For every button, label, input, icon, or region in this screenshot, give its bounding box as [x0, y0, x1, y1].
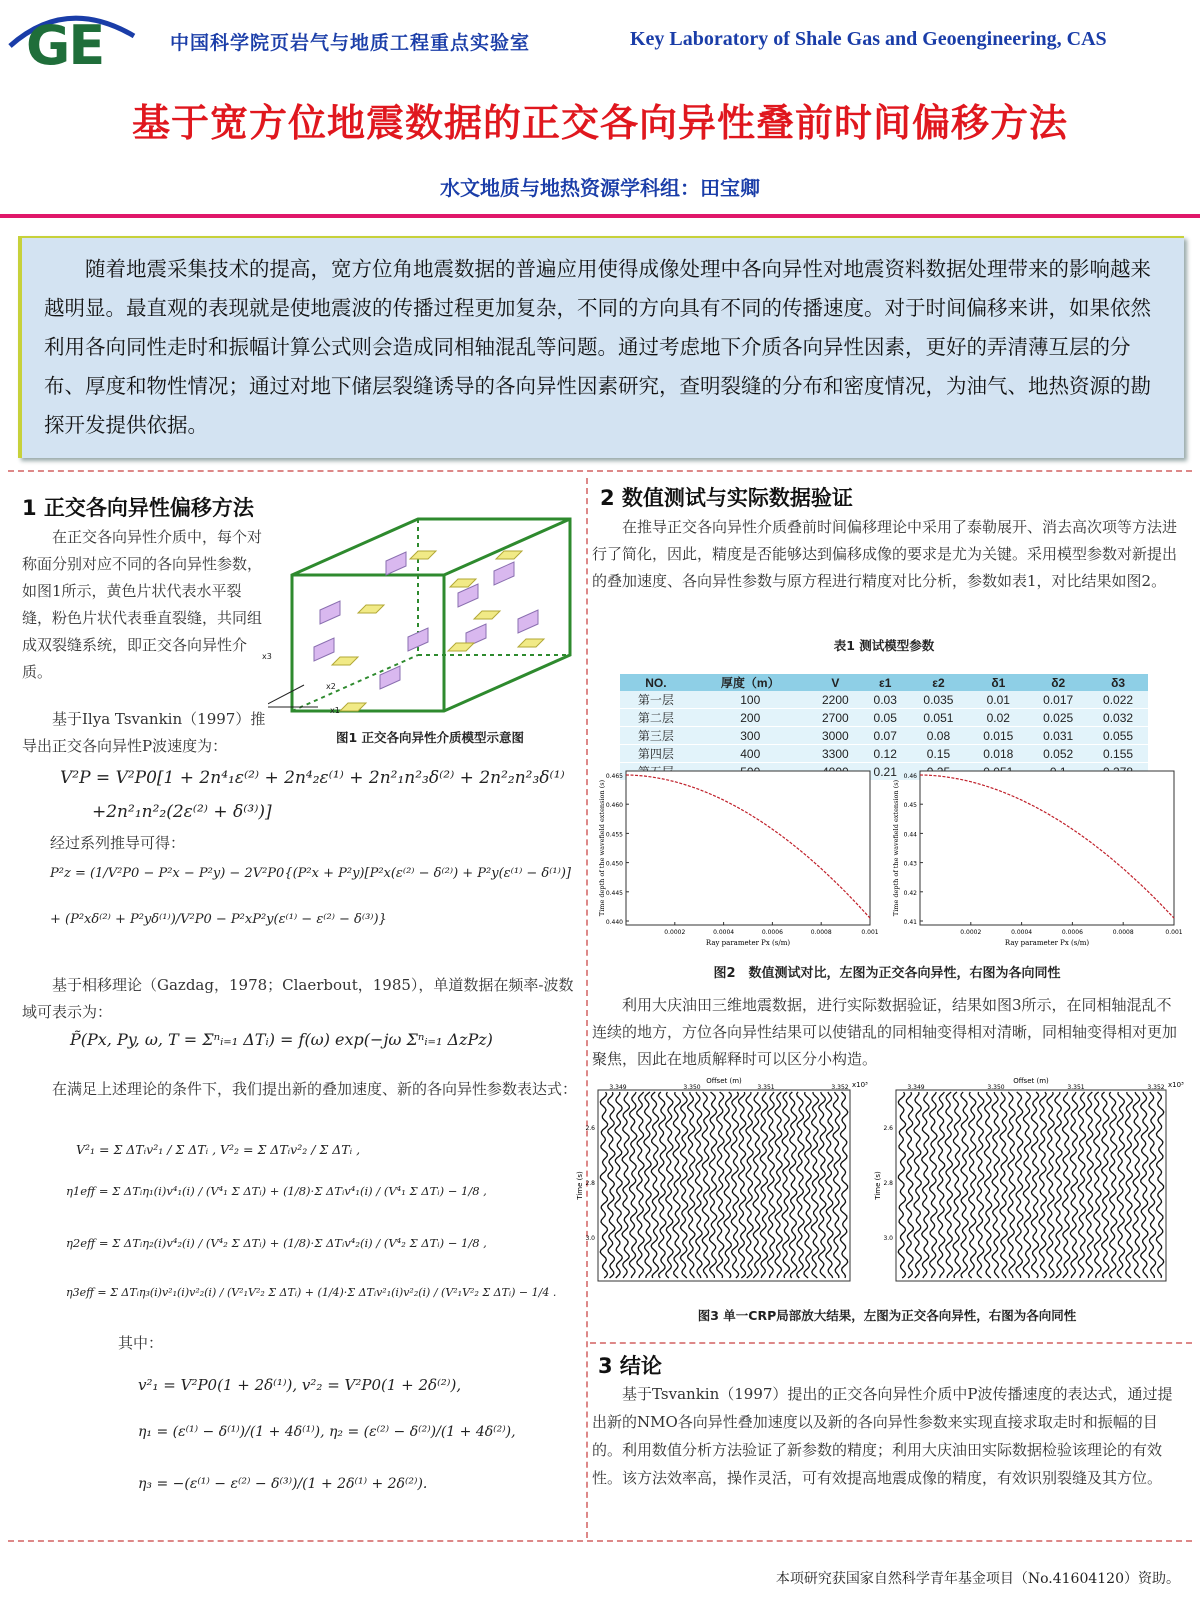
section1-para3: 基于相移理论（Gazdag，1978；Claerbout，1985），单道数据在频率-波数域可表示为：: [22, 976, 574, 1021]
time-tick: 2.8: [883, 1180, 893, 1187]
section2-heading: 2 数值测试与实际数据验证: [600, 486, 853, 510]
page-title: 基于宽方位地震数据的正交各向异性叠前时间偏移方法: [131, 101, 1068, 145]
x-tick-label: 0.0006: [761, 929, 783, 936]
abstract-text: 随着地震采集技术的提高，宽方位角地震数据的普遍应用使得成像处理中各向异性对地震资料数据处理带来的影响越来越明显。最直观的表现就是使地震波的传播过程更加复杂，不同的方向具有不同的传播速度。对于时间偏移来讲，如果依然利用各向同性走时和振幅计算公式则会造成同相轴混乱等问题。通过考虑地下介质各向异性因素，更好的弄清薄互层的分布、厚度和物性情况；通过对地下储层裂缝诱导的各向异性因素研究，查明裂缝的分布和密度情况，为油气、地热资源的勘探开发提供依据。: [44, 257, 1151, 437]
table-cell: 0.02: [968, 709, 1028, 727]
table-header-cell: δ3: [1088, 674, 1148, 691]
section2-para1: 在推导正交各向异性介质叠前时间偏移理论中采用了泰勒展开、消去高次项等方法进行了简化，因此，精度是否能够达到偏移成像的要求是尤为关键。采用模型参数对新提出的叠加速度、各向异性参数与原方程进行精度对比分析，参数如表1，对比结果如图2。: [592, 518, 1178, 590]
logo: [6, 6, 136, 72]
table-cell: 0.052: [1028, 745, 1088, 763]
table-header-cell: ε1: [862, 674, 909, 691]
table-cell: 2200: [809, 691, 862, 709]
table-row: [620, 727, 1148, 745]
time-tick: 2.6: [883, 1125, 893, 1132]
offset-tick: 3.350: [683, 1084, 701, 1091]
table-cell: 100: [692, 691, 809, 709]
eq-vp-line2: +2n²₁n²₂(2ε⁽²⁾ + δ⁽³⁾)]: [92, 802, 272, 822]
x-axis-label: Ray parameter Px (s/m): [705, 939, 791, 947]
offset-label: Offset (m): [706, 1077, 742, 1085]
axis-label-x1: x1: [330, 706, 340, 715]
where-label: 其中：: [118, 1334, 164, 1352]
table-cell: 0.022: [1088, 691, 1148, 709]
table-cell: 0.018: [968, 745, 1028, 763]
table-cell: 0.07: [862, 727, 909, 745]
x-tick-label: 0.0008: [1112, 929, 1134, 936]
eq-eta1eff: η1eff = Σ ΔTᵢη₁(i)v⁴₁(i) / (V⁴₁ Σ ΔTᵢ) + (1/8)·Σ ΔTᵢv⁴₁(i) / (V⁴₁ Σ ΔTᵢ) − 1/8 ,: [66, 1184, 487, 1198]
x-tick-label: 0.001: [861, 929, 878, 936]
table1-caption: 表1 测试模型参数: [833, 638, 935, 653]
table-cell: 200: [692, 709, 809, 727]
time-label: Time (s): [874, 1171, 882, 1200]
offset-label: Offset (m): [1013, 1077, 1049, 1085]
x-axis-label: Ray parameter Px (s/m): [1004, 939, 1090, 947]
y-tick-label: 0.440: [605, 919, 623, 926]
exponent-label: x10³: [1168, 1081, 1184, 1089]
x-tick-label: 0.0006: [1061, 929, 1083, 936]
y-tick-label: 0.465: [605, 773, 623, 780]
title-divider: [0, 214, 1200, 218]
offset-tick: 3.352: [1147, 1084, 1165, 1091]
y-tick-label: 0.41: [903, 919, 917, 926]
fig3-right-seismic: [874, 1076, 1192, 1286]
table-cell: 0.031: [1028, 727, 1088, 745]
time-label: Time (s): [576, 1171, 584, 1200]
table-header-cell: NO.: [620, 674, 692, 691]
fig3-left-seismic: [576, 1076, 876, 1286]
fig1-caption: 图1 正交各向异性介质模型示意图: [335, 730, 525, 745]
y-tick-label: 0.460: [605, 802, 623, 810]
abstract-box: [18, 236, 1184, 458]
table-header-cell: ε2: [909, 674, 969, 691]
y-tick-label: 0.45: [903, 802, 917, 810]
eq-pz-line1: P²z = (1/V²P0 − P²x − P²y) − 2V²P0{(P²x + P²y)[P²x(ε⁽²⁾ − δ⁽²⁾) + P²y(ε⁽¹⁾ − δ⁽¹⁾)]: [50, 866, 571, 881]
table-cell: 0.03: [862, 691, 909, 709]
footer-funding: 本项研究获国家自然科学青年基金项目（No.41604120）资助。: [775, 1571, 1180, 1587]
fig3-left-svg: [576, 1076, 876, 1286]
table-cell: 0.035: [909, 691, 969, 709]
eq-v1-v2: V²₁ = Σ ΔTᵢv²₁ / Σ ΔTᵢ , V²₂ = Σ ΔTᵢv²₂ / Σ ΔTᵢ ,: [76, 1142, 361, 1157]
author-line: 水文地质与地热资源学科组：田宝卿: [440, 176, 760, 200]
table-cell: 0.015: [968, 727, 1028, 745]
fig2-right-svg: [890, 765, 1182, 955]
fig2-right-plot: [890, 765, 1182, 955]
column-divider: [586, 478, 588, 1538]
logo-text: GE: [26, 14, 104, 72]
offset-tick: 3.351: [757, 1084, 775, 1091]
fig3-caption: 图3 单一CRP局部放大结果，左图为正交各向异性，右图为各向同性: [697, 1308, 1077, 1323]
table-cell: 0.017: [1028, 691, 1088, 709]
y-tick-label: 0.445: [605, 889, 623, 897]
eq-vp-line1: V²P = V²P0[1 + 2n⁴₁ε⁽²⁾ + 2n⁴₂ε⁽¹⁾ + 2n²₁n²₃δ⁽²⁾ + 2n²₂n²₃δ⁽¹⁾: [60, 768, 565, 788]
time-tick: 3.0: [883, 1235, 893, 1242]
table-header-cell: δ2: [1028, 674, 1088, 691]
table-row: [620, 709, 1148, 727]
y-tick-label: 0.44: [903, 831, 917, 839]
x-tick-label: 0.0002: [664, 929, 686, 936]
org-name-cn: 中国科学院页岩气与地质工程重点实验室: [170, 32, 531, 54]
table-cell: 0.05: [862, 709, 909, 727]
table-cell: 0.155: [1088, 745, 1148, 763]
time-tick: 2.8: [585, 1180, 595, 1187]
section1-para2: 基于Ilya Tsvankin（1997）推导出正交各向异性P波速度为：: [22, 710, 266, 755]
derive-text: 经过系列推导可得：: [50, 834, 186, 852]
org-name-en: Key Laboratory of Shale Gas and Geoengineering, CAS: [630, 28, 1107, 50]
x-tick-label: 0.0002: [960, 929, 982, 936]
table-cell: 0.051: [909, 709, 969, 727]
fig2-left-svg: [596, 765, 878, 955]
fig3-right-svg: [874, 1076, 1192, 1286]
x-tick-label: 0.0004: [713, 929, 735, 936]
table-cell: 3300: [809, 745, 862, 763]
y-tick-label: 0.450: [605, 860, 623, 868]
table-cell: 0.032: [1088, 709, 1148, 727]
y-tick-label: 0.42: [903, 889, 917, 897]
table-cell: 0.21: [862, 763, 909, 781]
table-cell: 400: [692, 745, 809, 763]
table-cell: 0.025: [1028, 709, 1088, 727]
time-tick: 2.6: [585, 1125, 595, 1132]
offset-tick: 3.349: [609, 1084, 627, 1091]
offset-tick: 3.349: [907, 1084, 925, 1091]
y-axis-label: Time depth of the wavefield extension (s): [892, 779, 900, 917]
table-cell: 0.15: [909, 745, 969, 763]
section3-para: 基于Tsvankin（1997）提出的正交各向异性介质中P波传播速度的表达式，通过提出新的NMO各向异性叠加速度以及新的各向异性参数来实现直接求取走时和振幅的目的。利用数值分析方法验证了新参数的精度；利用大庆油田实际数据检验该理论的有效性。该方法效率高，操作灵活，可有效提高地震成像的精度，有效识别裂缝及其方位。: [592, 1385, 1173, 1487]
axis-label-x3: x3: [262, 652, 272, 661]
section-divider: [8, 470, 1192, 472]
y-tick-label: 0.455: [605, 831, 623, 839]
table-cell: 第三层: [620, 727, 692, 745]
offset-tick: 3.351: [1067, 1084, 1085, 1091]
plot-frame: [626, 771, 870, 925]
table-cell: 第四层: [620, 745, 692, 763]
table-cell: 第二层: [620, 709, 692, 727]
table-header-cell: δ1: [968, 674, 1028, 691]
eq-where-v: v²₁ = V²P0(1 + 2δ⁽¹⁾), v²₂ = V²P0(1 + 2δ⁽²⁾),: [138, 1376, 462, 1394]
table-row: [620, 745, 1148, 763]
table-row: [620, 691, 1148, 709]
table-cell: 300: [692, 727, 809, 745]
table-cell: 3000: [809, 727, 862, 745]
section1-para1: 在正交各向异性介质中，每个对称面分别对应不同的各向异性参数，如图1所示，黄色片状代表水平裂缝，粉色片状代表垂直裂缝，共同组成双裂缝系统，即正交各向异性介质。: [22, 528, 263, 681]
table-header-cell: V: [809, 674, 862, 691]
eq-where-eta12: η₁ = (ε⁽¹⁾ − δ⁽¹⁾)/(1 + 4δ⁽¹⁾), η₂ = (ε⁽²⁾ − δ⁽²⁾)/(1 + 4δ⁽²⁾),: [138, 1424, 516, 1440]
x-tick-label: 0.0008: [810, 929, 832, 936]
y-tick-label: 0.43: [903, 860, 917, 868]
table-cell: 第一层: [620, 691, 692, 709]
eq-eta3eff: η3eff = Σ ΔTᵢη₃(i)v²₁(i)v²₂(i) / (V²₁V²₂ Σ ΔTᵢ) + (1/4)·Σ ΔTᵢv²₁(i)v²₂(i) / (V²₁V²₂ Σ ΔTᵢ) − 1/4 .: [66, 1286, 557, 1299]
section3-heading: 3 结论: [598, 1354, 662, 1378]
section-divider: [590, 1342, 1192, 1344]
table-cell: 0.055: [1088, 727, 1148, 745]
exponent-label: x10³: [852, 1081, 868, 1089]
eq-pz-line2: + (P²xδ⁽²⁾ + P²yδ⁽¹⁾)/V²P0 − P²xP²y(ε⁽¹⁾ − ε⁽²⁾ − δ⁽³⁾)}: [50, 912, 387, 927]
x-tick-label: 0.0004: [1011, 929, 1033, 936]
table-cell: 0.08: [909, 727, 969, 745]
table-header-cell: 厚度（m）: [692, 674, 809, 691]
time-tick: 3.0: [585, 1235, 595, 1242]
axis-label-x2: x2: [326, 682, 336, 691]
section1-heading: 1 正交各向异性偏移方法: [22, 496, 254, 520]
section2-para2: 利用大庆油田三维地震数据，进行实际数据验证，结果如图3所示，在同相轴混乱不连续的地方，方位各向异性结果可以使错乱的同相轴变得相对清晰，同相轴变得相对更加聚焦，因此在地质解释时可以区分小构造。: [592, 996, 1178, 1068]
y-axis-label: Time depth of the wavefield extension (s): [598, 779, 606, 917]
fig2-caption: 图2 数值测试对比，左图为正交各向异性，右图为各向同性: [713, 966, 1061, 981]
eq-eta2eff: η2eff = Σ ΔTᵢη₂(i)v⁴₂(i) / (V⁴₂ Σ ΔTᵢ) + (1/8)·Σ ΔTᵢv⁴₂(i) / (V⁴₂ Σ ΔTᵢ) − 1/8 ,: [66, 1236, 487, 1250]
table-header-row: [620, 674, 1148, 691]
offset-tick: 3.350: [987, 1084, 1005, 1091]
section1-para4: 在满足上述理论的条件下，我们提出新的叠加速度、新的各向异性参数表达式：: [52, 1080, 578, 1098]
table-cell: 0.12: [862, 745, 909, 763]
y-tick-label: 0.46: [903, 773, 917, 780]
fig2-left-plot: [596, 765, 878, 955]
footer-divider: [8, 1540, 1192, 1542]
table-cell: 0.01: [968, 691, 1028, 709]
table-cell: 2700: [809, 709, 862, 727]
eq-where-eta3: η₃ = −(ε⁽¹⁾ − ε⁽²⁾ − δ⁽³⁾)/(1 + 2δ⁽¹⁾ + 2δ⁽²⁾).: [138, 1476, 428, 1492]
fig1-model-diagram: [268, 515, 580, 725]
eq-phase-shift: P̃(Px, Py, ω, T = Σⁿᵢ₌₁ ΔTᵢ) = f(ω) exp(−jω Σⁿᵢ₌₁ ΔzPz): [70, 1030, 493, 1049]
x-tick-label: 0.001: [1165, 929, 1182, 936]
plot-frame: [920, 771, 1174, 925]
offset-tick: 3.352: [831, 1084, 849, 1091]
